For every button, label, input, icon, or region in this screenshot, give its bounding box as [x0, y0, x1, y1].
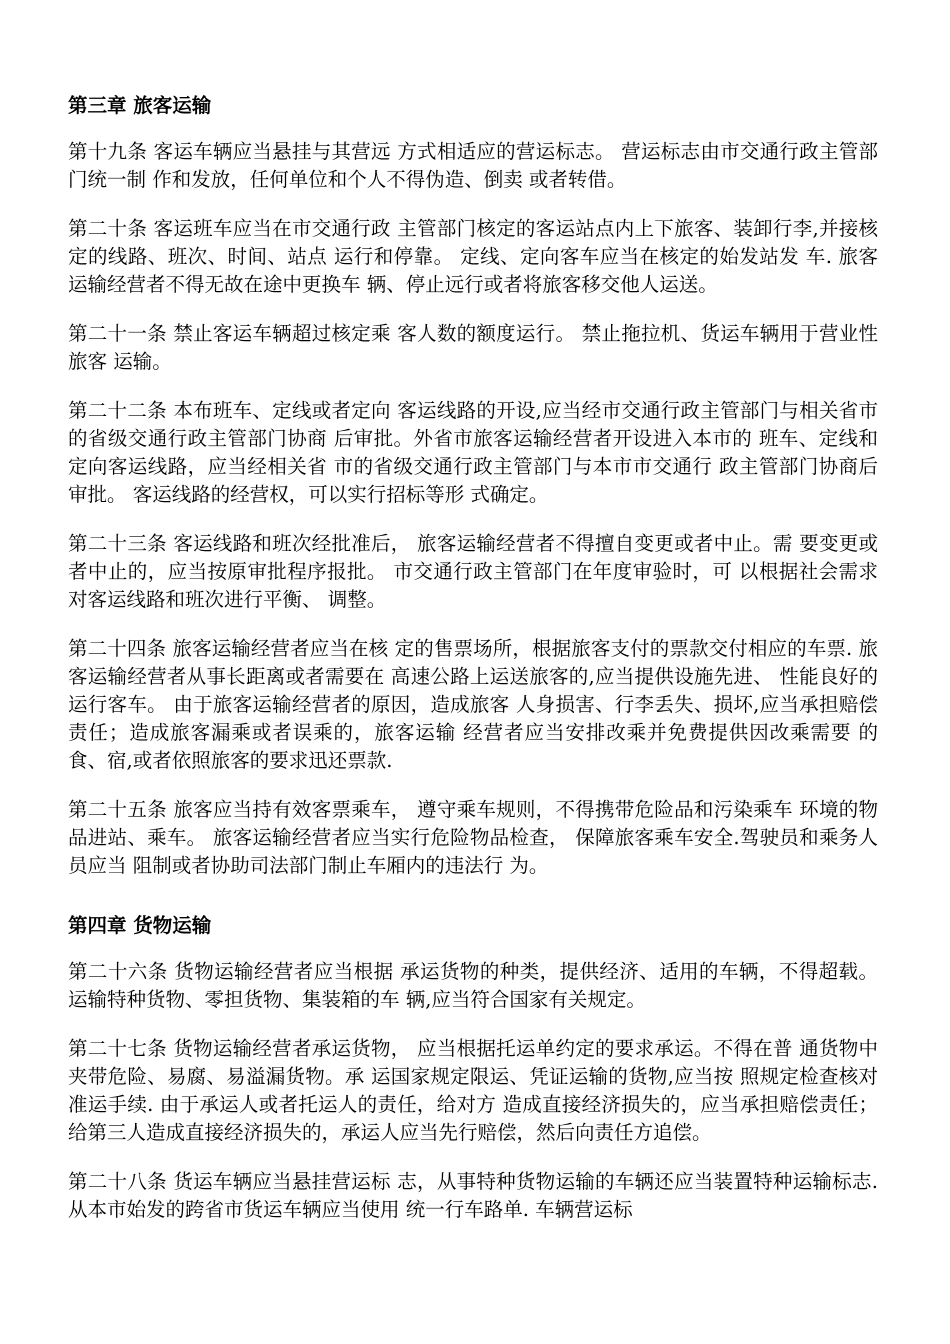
article-27: 第二十七条 货物运输经营者承运货物， 应当根据托运单约定的要求承运。不得在普 通货物中夹带危险、易腐、易溢漏货物。承 运国家规定限运、凭证运输的货物,应当按 照规定检查核对准运手续. 由于承运人或者托运人的责任，给对方 造成直接经济损失的，应当承担赔偿责任； 给第三人造成直接经济损失的，承运人应当先行赔偿，然后向责任方追偿。 [68, 1037, 878, 1144]
document-page [68, 92, 878, 1245]
article-28: 第二十八条 货运车辆应当悬挂营运标 志，从事特种货物运输的车辆还应当装置特种运输标志. 从本市始发的跨省市货运车辆应当使用 统一行车路单. 车辆营运标 [68, 1170, 878, 1221]
article-23: 第二十三条 客运线路和班次经批准后， 旅客运输经营者不得擅自变更或者中止。需 要变更或者中止的，应当按原审批程序报批。 市交通行政主管部门在年度审验时，可 以根据社会需求对客运线路和班次进行平衡、 调整。 [68, 532, 878, 611]
article-26: 第二十六条 货物运输经营者应当根据 承运货物的种类，提供经济、适用的车辆，不得超载。 运输特种货物、零担货物、集装箱的车 辆,应当符合国家有关规定。 [68, 960, 878, 1011]
article-21: 第二十一条 禁止客运车辆超过核定乘 客人数的额度运行。 禁止拖拉机、货运车辆用于营业性旅客 运输。 [68, 322, 878, 373]
article-22: 第二十二条 本布班车、定线或者定向 客运线路的开设,应当经市交通行政主管部门与相关省市的省级交通行政主管部门协商 后审批。外省市旅客运输经营者开设进入本市的 班车、定线和定向客运线路，应当经相关省 市的省级交通行政主管部门与本市市交通行 政主管部门协商后审批。 客运线路的经营权，可以实行招标等形 式确定。 [68, 399, 878, 506]
article-25: 第二十五条 旅客应当持有效客票乘车， 遵守乘车规则，不得携带危险品和污染乘车 环境的物品进站、乘车。 旅客运输经营者应当实行危险物品检查， 保障旅客乘车安全.驾驶员和乘务人员应当 阻制或者协助司法部门制止车厢内的违法行 为。 [68, 798, 878, 877]
article-19: 第十九条 客运车辆应当悬挂与其营远 方式相适应的营运标志。 营运标志由市交通行政主管部门统一制 作和发放，任何单位和个人不得伪造、倒卖 或者转借。 [68, 140, 878, 191]
article-24: 第二十四条 旅客运输经营者应当在核 定的售票场所，根据旅客支付的票款交付相应的车票. 旅客运输经营者从事长距离或者需要在 高速公路上运送旅客的,应当提供设施先进、 性能良好的运行客车。 由于旅客运输经营者的原因，造成旅客 人身损害、行李丢失、损坏,应当承担赔偿 责任；造成旅客漏乘或者误乘的，旅客运输 经营者应当安排改乘并免费提供因改乘需要 的食、宿,或者依照旅客的要求迅还票款. [68, 637, 878, 772]
article-20: 第二十条 客运班车应当在市交通行政 主管部门核定的客运站点内上下旅客、装卸行李,并接核定的线路、班次、时间、站点 运行和停靠。 定线、定向客车应当在核定的始发站发 车. 旅客运输经营者不得无故在途中更换车 辆、停止远行或者将旅客移交他人运送。 [68, 217, 878, 296]
chapter-3-title: 第三章 旅客运输 [68, 94, 212, 117]
chapter-4-title: 第四章 货物运输 [68, 914, 212, 937]
